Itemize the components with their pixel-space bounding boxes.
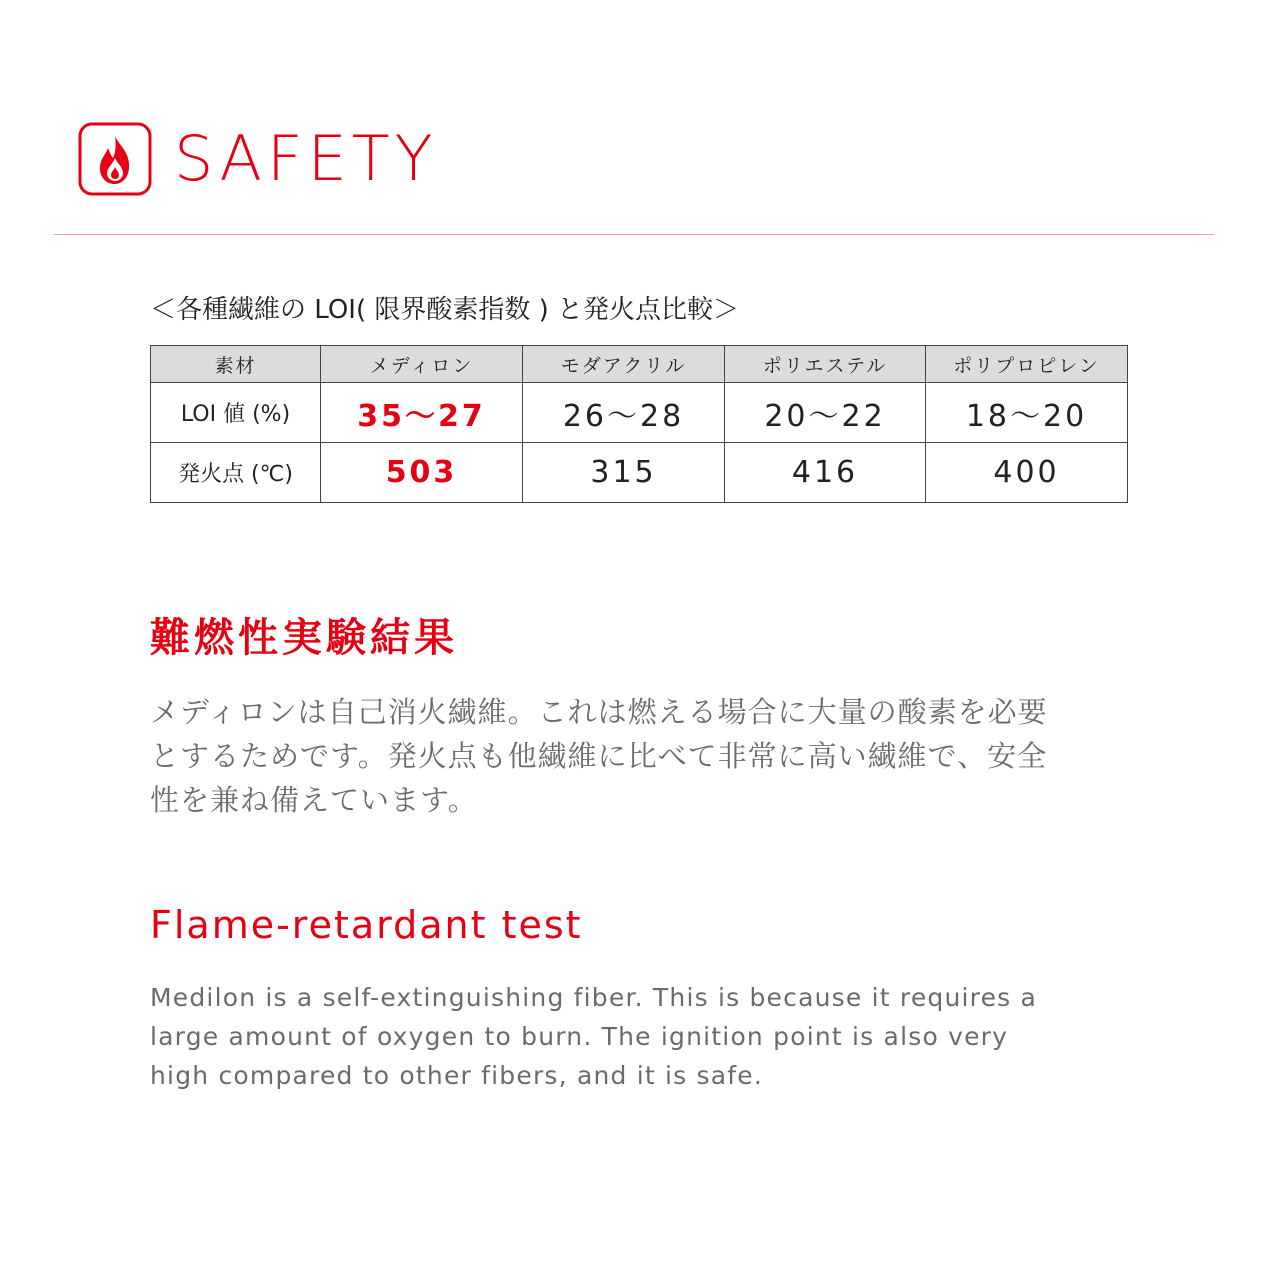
table-cell: 26～28 bbox=[523, 383, 725, 443]
jp-body-line: メディロンは自己消火繊維。これは燃える場合に大量の酸素を必要 bbox=[150, 695, 1048, 729]
jp-body-line: とするためです。発火点も他繊維に比べて非常に高い繊維で、安全 bbox=[150, 739, 1048, 773]
page-header bbox=[78, 122, 438, 196]
table-cell: 400 bbox=[926, 443, 1128, 503]
page-title: SAFETY bbox=[174, 122, 438, 195]
column-header-polypropylene: ポリプロピレン bbox=[926, 346, 1128, 383]
table-cell: 18～20 bbox=[926, 383, 1128, 443]
jp-section-heading: 難燃性実験結果 bbox=[150, 615, 458, 661]
table-row-ignition bbox=[151, 443, 1128, 503]
table-caption: ＜各種繊維の LOI( 限界酸素指数 ) と発火点比較＞ bbox=[150, 295, 740, 325]
column-header-polyester: ポリエステル bbox=[725, 346, 926, 383]
header-divider bbox=[54, 234, 1214, 235]
table-cell-highlight: 503 bbox=[321, 443, 523, 503]
en-body-line: high compared to other fibers, and it is safe. bbox=[150, 1061, 764, 1090]
loi-comparison-table bbox=[150, 345, 1128, 503]
column-header-medilon: メディロン bbox=[321, 346, 523, 383]
table-cell: 315 bbox=[523, 443, 725, 503]
en-body-line: Medilon is a self-extinguishing fiber. This is because it requires a bbox=[150, 983, 1038, 1012]
row-label-ignition: 発火点 (℃) bbox=[151, 443, 321, 503]
table-cell: 20～22 bbox=[725, 383, 926, 443]
column-header-material: 素材 bbox=[151, 346, 321, 383]
en-section-body bbox=[150, 978, 1150, 1095]
table-cell-highlight: 35～27 bbox=[321, 383, 523, 443]
jp-body-line: 性を兼ね備えています。 bbox=[150, 783, 478, 817]
flame-icon bbox=[78, 122, 152, 196]
en-section-heading: Flame-retardant test bbox=[150, 903, 583, 947]
table-header-row bbox=[151, 346, 1128, 383]
row-label-loi: LOI 値 (%) bbox=[151, 383, 321, 443]
table-cell: 416 bbox=[725, 443, 926, 503]
column-header-modacrylic: モダアクリル bbox=[523, 346, 725, 383]
jp-section-body bbox=[150, 690, 1130, 822]
table-row-loi bbox=[151, 383, 1128, 443]
en-body-line: large amount of oxygen to burn. The ignition point is also very bbox=[150, 1022, 1009, 1051]
